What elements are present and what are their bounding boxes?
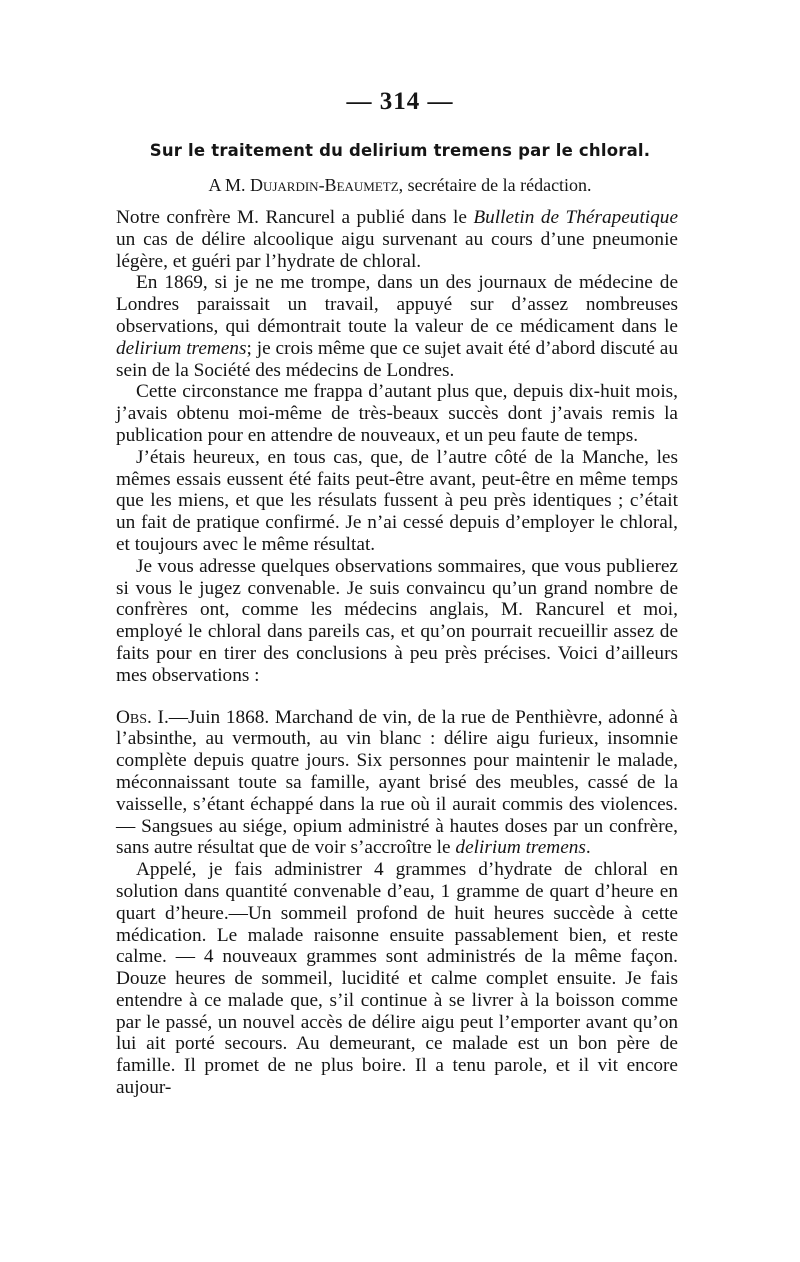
addressee-prefix: A M. [208, 175, 250, 195]
article-body [116, 205, 678, 1099]
paragraph-3: Cette circonstance me frappa d’autant plus que, depuis dix-huit mois, j’avais obtenu moi-même de très-beaux succès dont j’avais remis la publication pour en attendre de nouveaux, et un peu faute de temps. [116, 381, 678, 446]
paragraph-2-text-a: En 1869, si je ne me trompe, dans un des journaux de médecine de Londres paraissait un travail, appuyé sur d’assez nombreuses observations, qui démontrait toute la valeur de ce médicament dans le [116, 272, 678, 337]
paragraph-4: J’étais heureux, en tous cas, que, de l’autre côté de la Manche, les mêmes essais eussent été faits peut-être avant, peut-être en même temps que les miens, et que les résulats fussent à peu près identiques ; c’était un fait de pratique confirmé. Je n’ai cessé depuis d’employer le chloral, et toujours avec le même résultat. [116, 446, 678, 555]
italic-term: delirium tremens [455, 837, 586, 859]
paragraph-2-text-b: ; je crois même que ce sujet avait été d’abord discuté au sein de la Société des médecins de Londres. [116, 337, 678, 381]
paragraph-6: Appelé, je fais administrer 4 grammes d’hydrate de chloral en solution dans quantité convenable d’eau, 1 gramme de quart d’heure en quart d’heure.—Un sommeil profond de huit heures succède à cette médication. Le malade raisonne ensuite passablement bien, et reste calme. — 4 nouveaux grammes sont administrés de la même façon. Douze heures de sommeil, lucidité et calme complet ensuite. Je fais entendre à ce malade que, s’il continue à se livrer à la boisson comme par le passé, un nouvel accès de délire aigu peut l’emporter avant qu’on lui ait porté secours. Au demeurant, ce malade est un bon père de famille. Il promet de ne plus boire. Il a tenu parole, et il vit encore aujour- [116, 859, 678, 1099]
addressee-name: Dujardin-Beaumetz [249, 175, 399, 195]
paragraph-2 [116, 272, 678, 381]
journal-title: Bulletin de Thérapeutique [473, 207, 678, 228]
observation-1-text-b: . [585, 837, 591, 859]
observation-1-text-a: —Juin 1868. Marchand de vin, de la rue de Penthièvre, adonné à l’absinthe, au vermouth, au vin blanc : délire aigu furieux, insomnie complète depuis quatre jours. Six personnes pour maintenir le malade, méconnaissant toute sa famille, ayant brisé des meubles, cassé de la vaisselle, s’étant échappé dans la rue où il aurait commis des violences. — Sangsues au siége, opium administré à hautes doses par un confrère, sans autre résultat que de voir s’accroître le [116, 706, 678, 859]
paragraph-1 [116, 207, 678, 272]
addressee-line [0, 175, 800, 196]
article-title: Sur le traitement du delirium tremens par le chloral. [149, 141, 651, 160]
addressee-suffix: , secrétaire de la rédaction. [398, 175, 592, 195]
paragraph-5: Je vous adresse quelques observations sommaires, que vous publierez si vous le jugez convenable. Je suis convaincu qu’un grand nombre de confrères ont, comme les médecins anglais, M. Rancurel et moi, employé le chloral dans pareils cas, et qu’on pourrait recueillir assez de faits pour en tirer des conclusions à peu près précises. Voici d’ailleurs mes observations : [116, 555, 678, 686]
paragraph-1-text-b: un cas de délire alcoolique aigu survenant au cours d’une pneumonie légère, et guéri par l’hydrate de chloral. [116, 228, 678, 272]
page-number: — 314 — [346, 88, 454, 115]
italic-term: delirium tremens [116, 337, 247, 359]
observation-1 [116, 707, 678, 860]
paragraph-1-text-a: Notre confrère M. Rancurel a publié dans le [116, 207, 474, 228]
observation-label: Obs. I. [116, 706, 169, 728]
